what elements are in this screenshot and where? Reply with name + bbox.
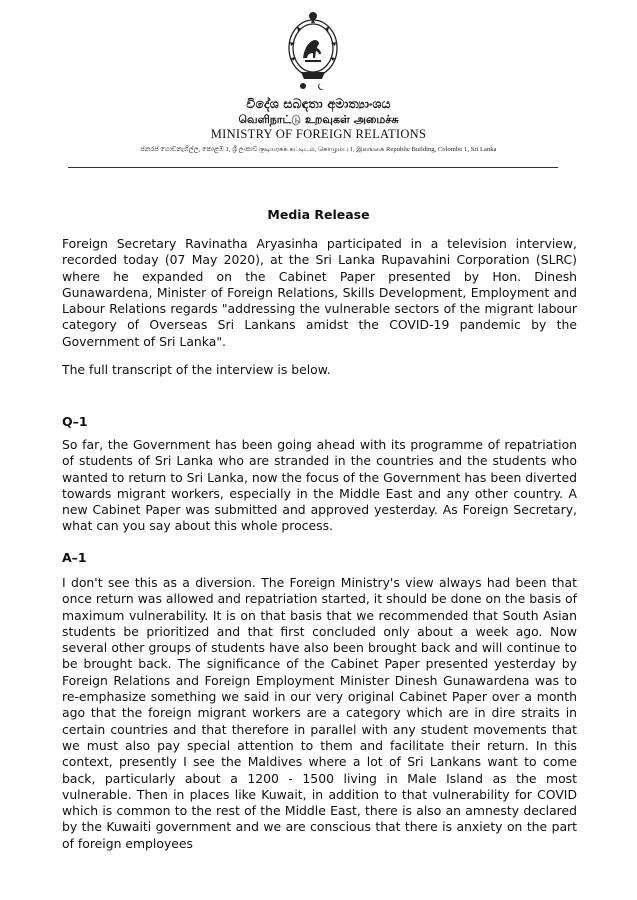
intro-paragraph: Foreign Secretary Ravinatha Aryasinha participated in a television interview, recorded today (07 May 2020), at the Sri Lanka Rupavahini Corporation (SLRC) where he expanded on the Cabinet Paper presented by Hon. Dinesh Gunawardena, Minister of Foreign Relations, Skills Development, Employment and Labour Relations regards "addressing the vulnerable sectors of the migrant labour category of Overseas Sri Lankans amidst the COVID-19 pandemic by the Government of Sri Lanka". — [62, 236, 577, 349]
ministry-address: ජනරජ ගොඩනැගිල්ල, කොළඹ 1, ශ්‍රී ලංකාව குடியரசுக் கட்டிடம், கொழும்பு 1, இலங்கை Republic Building, Colombo 1, Sri Lanka — [140, 146, 497, 153]
ministry-name-sinhala: විදේශ සබඳතා අමාත්‍යාංශය — [246, 96, 391, 111]
ministry-name-tamil: வெளிநாட்டு உறவுகள் அமைச்சு — [238, 113, 399, 126]
letterhead-divider — [68, 167, 558, 168]
answer-heading: A–1 — [62, 550, 87, 565]
question-heading: Q–1 — [62, 414, 88, 429]
sri-lanka-emblem-icon — [283, 10, 343, 92]
ministry-name-english: MINISTRY OF FOREIGN RELATIONS — [210, 127, 427, 141]
question-text: So far, the Government has been going ahead with its programme of repatriation of students of Sri Lanka who are stranded in the countries and the students who wanted to return to Sri Lanka, now the focus of the Government has been diverted towards migrant workers, especially in the Middle East and any other country. A new Cabinet Paper was submitted and approved yesterday. As Foreign Secretary, what can you say about this whole process. — [62, 437, 577, 534]
letterhead — [0, 96, 637, 142]
transcript-note: The full transcript of the interview is below. — [62, 362, 331, 377]
answer-text: I don't see this as a diversion. The Foreign Ministry's view always had been that once return was allowed and repatriation started, it should be done on the basis of maximum vulnerability. It is on that basis that we recommended that South Asian students be prioritized and that first concluded only about a week ago. Now several other groups of students have also been brought back and will continue to be brought back. The significance of the Cabinet Paper presented yesterday by Foreign Relations and Foreign Employment Minister Dinesh Gunawardena was to re-emphasize something we said in our very original Cabinet Paper over a month ago that the foreign migrant workers are a category which are in dire straits in certain countries and that therefore in parallel with any student movements that we must also pay special attention to them and facilitate their return. In this context, presently I see the Maldives where a lot of Sri Lankans want to come back, particularly about a 1200 - 1500 living in Male Island as the most vulnerable. Then in places like Kuwait, in addition to that vulnerability for COVID which is common to the rest of the Middle East, there is also an amnesty declared by the Kuwaiti government and we are conscious that there is anxiety on the part of foreign employees — [62, 575, 577, 851]
document-title: Media Release — [267, 207, 370, 222]
